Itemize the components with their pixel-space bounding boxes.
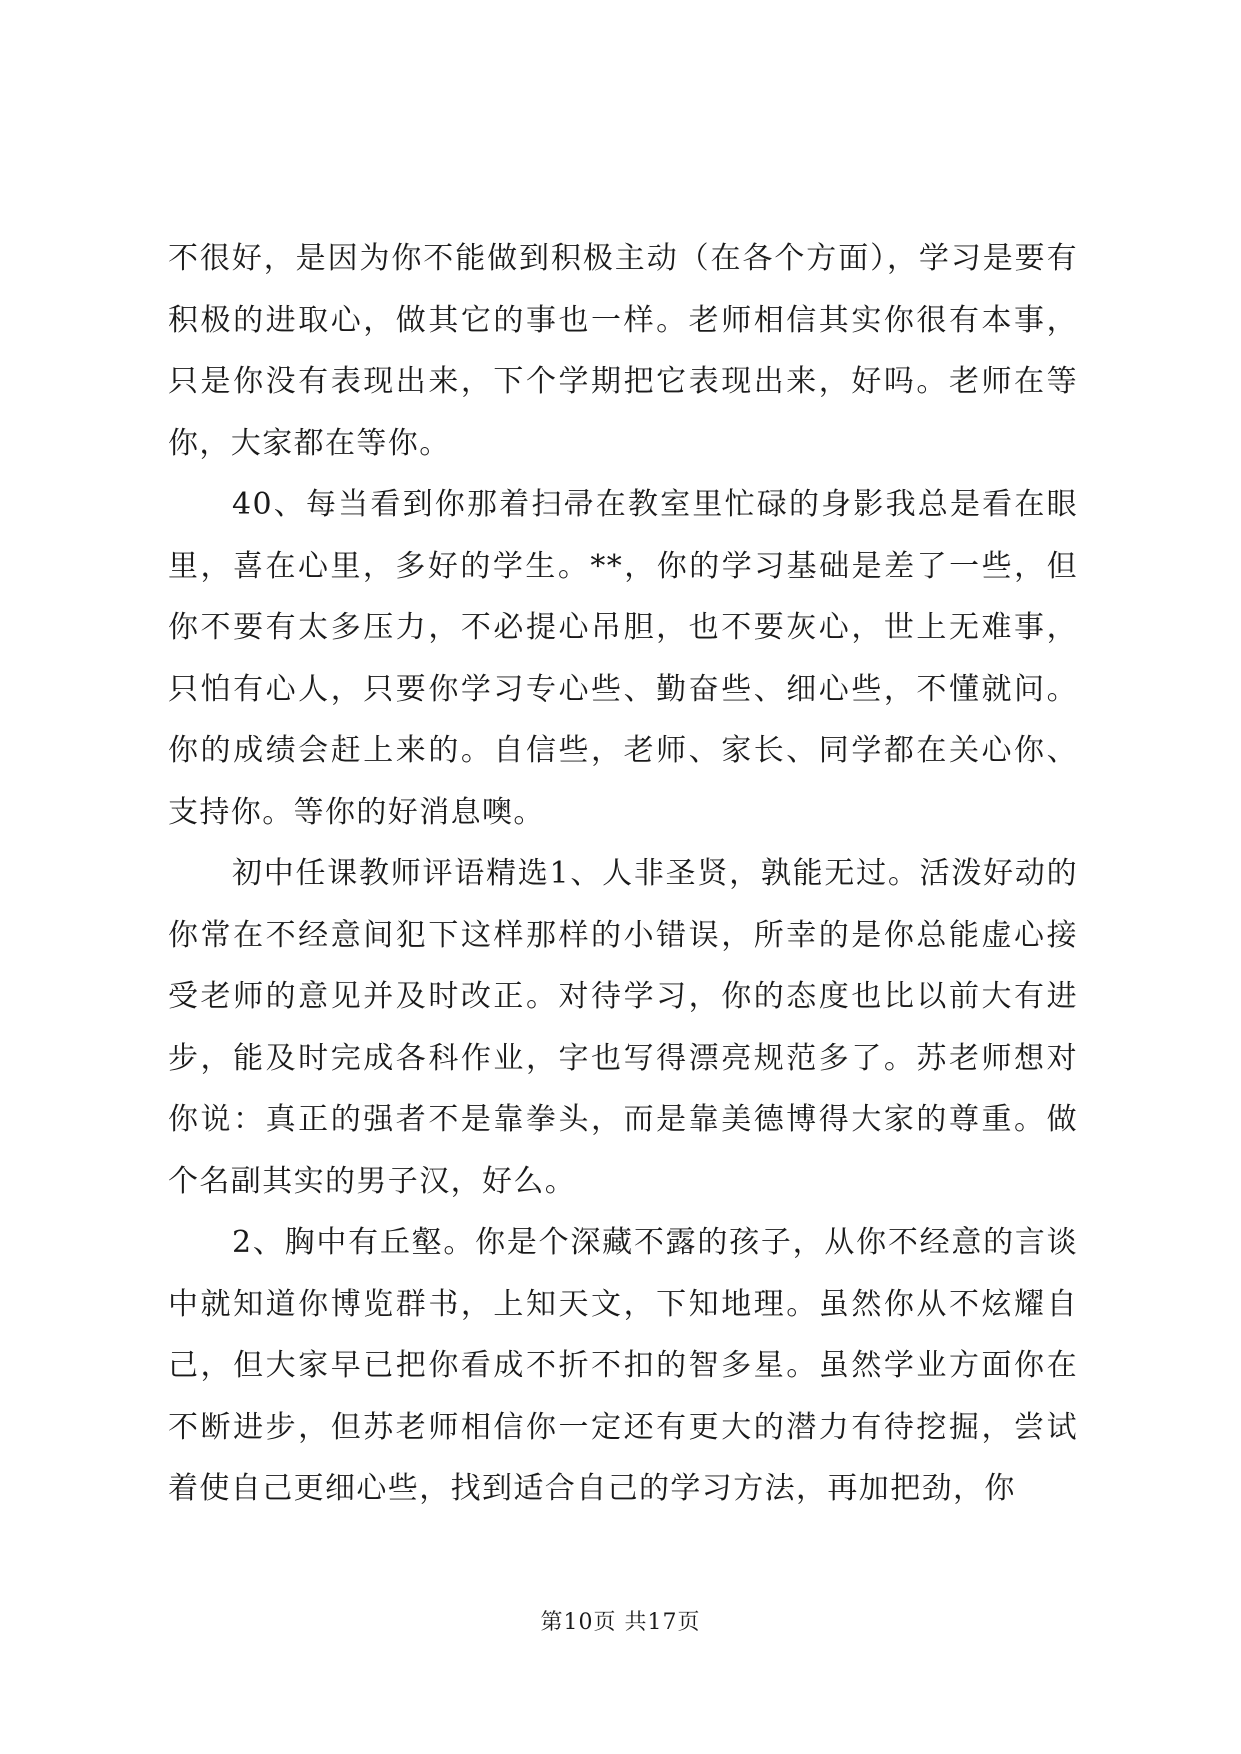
paragraph-comment-40: 40、每当看到你那着扫帚在教室里忙碌的身影我总是看在眼里，喜在心里，多好的学生。**，你的学习基础是差了一些，但你不要有太多压力，不必提心吊胆，也不要灰心，世上无难事，只怕有心人，只要你学习专心些、勤奋些、细心些，不懂就问。你的成绩会赶上来的。自信些，老师、家长、同学都在关心你、支持你。等你的好消息噢。 [168, 487, 1078, 830]
paragraph-comment-2: 2、胸中有丘壑。你是个深藏不露的孩子，从你不经意的言谈中就知道你博览群书，上知天文，下知地理。虽然你从不炫耀自己，但大家早已把你看成不折不扣的智多星。虽然学业方面你在不断进步，但苏老师相信你一定还有更大的潜力有待挖掘，尝试着使自己更细心些，找到适合自己的学习方法，再加把劲，你 [168, 1225, 1078, 1506]
paragraph-comment-1: 初中任课教师评语精选1、人非圣贤，孰能无过。活泼好动的你常在不经意间犯下这样那样的小错误，所幸的是你总能虚心接受老师的意见并及时改正。对待学习，你的态度也比以前大有进步，能及时完成各科作业，字也写得漂亮规范多了。苏老师想对你说：真正的强者不是靠拳头，而是靠美德博得大家的尊重。做个名副其实的男子汉，好么。 [168, 856, 1078, 1199]
page-number-footer: 第10页 共17页 [540, 1610, 701, 1635]
paragraph-continued: 不很好，是因为你不能做到积极主动（在各个方面），学习是要有积极的进取心，做其它的事也一样。老师相信其实你很有本事，只是你没有表现出来，下个学期把它表现出来，好吗。老师在等你，大家都在等你。 [168, 241, 1078, 461]
document-body [168, 228, 1078, 1520]
